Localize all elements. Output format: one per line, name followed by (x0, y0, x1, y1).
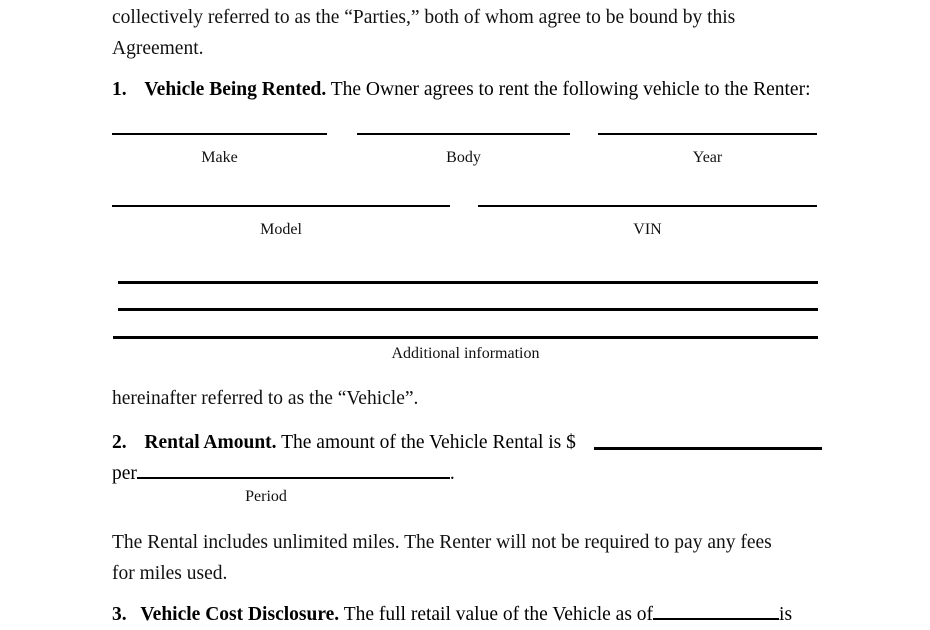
year-fill-rule[interactable] (598, 133, 817, 135)
clause-2-body: The amount of the Vehicle Rental is $ (281, 432, 576, 453)
clause-1-body: The Owner agrees to rent the following vehicle to the Renter: (330, 79, 811, 100)
hereinafter-paragraph (112, 383, 819, 414)
unlimited-miles-line-2: for miles used. (112, 563, 228, 584)
clause-3-number: 3. (112, 604, 127, 625)
rental-period-suffix: . (449, 463, 455, 484)
year-label: Year (692, 149, 723, 166)
rental-amount-fill-rule[interactable] (594, 447, 822, 450)
intro-paragraph-line-1: collectively referred to as the “Parties,” both of whom agree to be bound by this (112, 7, 736, 28)
rental-period-label: Period (245, 488, 287, 505)
clause-3-title: Vehicle Cost Disclosure. (140, 604, 340, 625)
clause-1-number: 1. (112, 79, 127, 100)
rental-period-fill-rule[interactable] (137, 477, 450, 479)
clause-2-number: 2. (112, 432, 127, 453)
additional-information-label: Additional information (391, 345, 540, 362)
intro-paragraph-continuation (112, 33, 819, 64)
intro-paragraph-line-2: Agreement. (112, 38, 204, 59)
additional-information-rule-2[interactable] (118, 308, 818, 311)
body-label: Body (446, 149, 481, 166)
make-fill-rule[interactable] (112, 133, 327, 135)
model-fill-rule[interactable] (112, 205, 450, 207)
clause-2-title: Rental Amount. (144, 432, 277, 453)
unlimited-miles-line-1: The Rental includes unlimited miles. The Renter will not be required to pay any fees (112, 532, 772, 553)
clause-1-vehicle-being-rented (112, 74, 824, 105)
clause-3-body-tail: is (779, 604, 793, 625)
clause-3-body: The full retail value of the Vehicle as of (343, 604, 654, 625)
clause-1-title: Vehicle Being Rented. (144, 79, 327, 100)
model-label: Model (260, 221, 302, 238)
additional-information-rule-3[interactable] (113, 336, 818, 339)
body-fill-rule[interactable] (357, 133, 570, 135)
additional-information-rule-1[interactable] (118, 281, 818, 284)
clause-3-vehicle-cost-disclosure (112, 599, 824, 630)
hereinafter-text: hereinafter referred to as the “Vehicle”. (112, 388, 419, 409)
vin-label: VIN (633, 221, 662, 238)
rental-period-prefix: per (112, 463, 137, 484)
rental-period-line (112, 458, 824, 489)
vin-fill-rule[interactable] (478, 205, 817, 207)
unlimited-miles-paragraph-continuation (112, 558, 819, 589)
make-label: Make (201, 149, 238, 166)
unlimited-miles-paragraph (112, 527, 819, 558)
intro-paragraph (112, 2, 819, 33)
clause-2-rental-amount (112, 427, 824, 458)
